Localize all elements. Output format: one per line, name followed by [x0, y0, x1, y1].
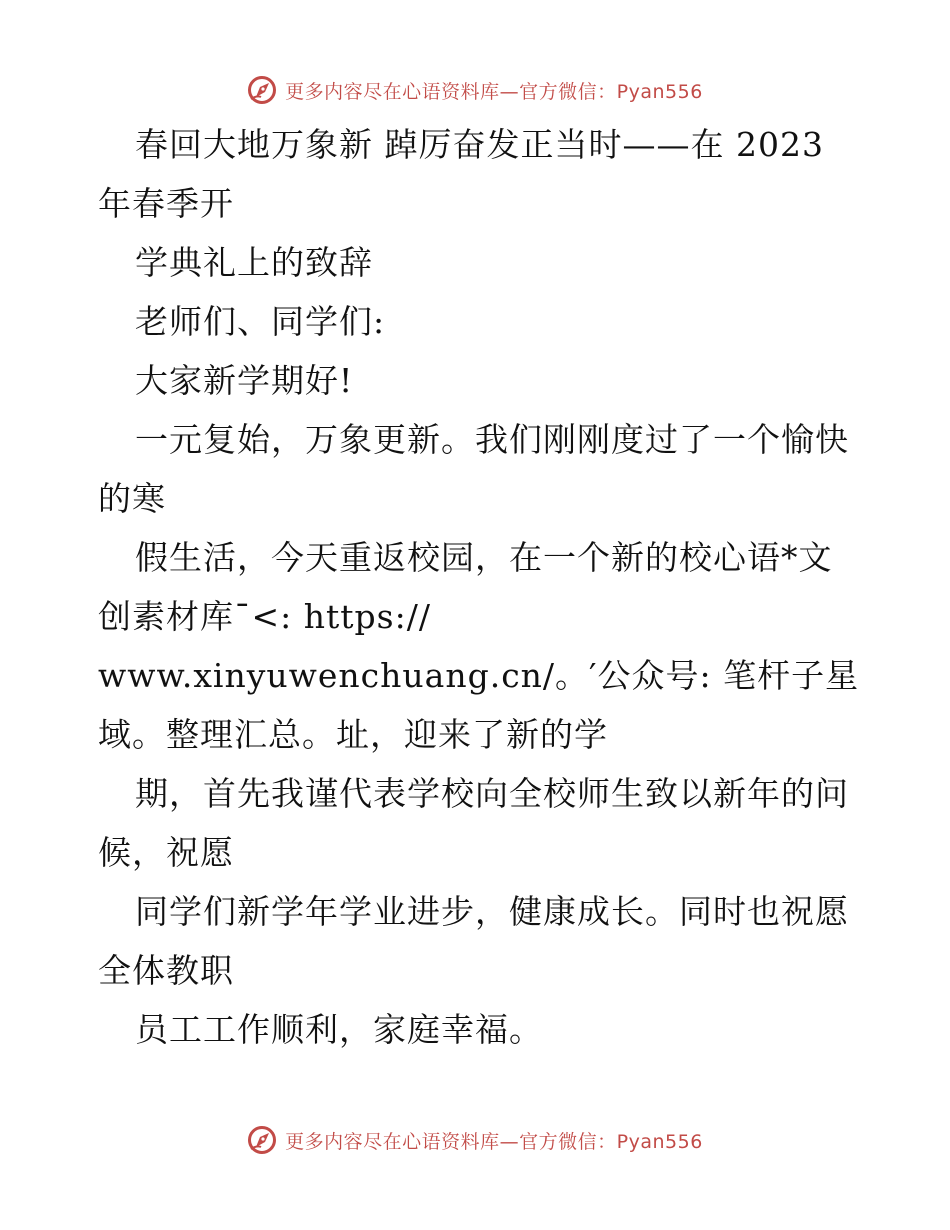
doc-line-paragraph: 的寒 [98, 479, 166, 518]
doc-line-paragraph: 全体教职 [98, 951, 234, 990]
doc-line-salutation: 老师们、同学们: [135, 302, 386, 341]
watermark-text: 更多内容尽在心语资料库—官方微信：Pyan556 [285, 1130, 703, 1153]
doc-line-paragraph: www.xinyuwenchuang.cn/。′公众号: 笔杆子星 [98, 656, 860, 695]
doc-line-paragraph: 假生活，今天重返校园，在一个新的校心语*文 [135, 538, 833, 577]
pen-nib-logo-icon [247, 1125, 277, 1155]
doc-line-title-cont: 年春季开 [98, 184, 234, 223]
doc-line-paragraph: 员工工作顺利，家庭幸福。 [135, 1010, 543, 1049]
watermark-text: 更多内容尽在心语资料库—官方微信：Pyan556 [285, 80, 703, 103]
doc-line-paragraph: 一元复始，万象更新。我们刚刚度过了一个愉快 [135, 420, 849, 459]
doc-line-paragraph: 期，首先我谨代表学校向全校师生致以新年的问 [135, 774, 849, 813]
watermark-footer [0, 1120, 950, 1160]
doc-line-paragraph: 域。整理汇总。址，迎来了新的学 [98, 715, 608, 754]
doc-line-paragraph: 同学们新学年学业进步，健康成长。同时也祝愿 [135, 892, 849, 931]
doc-line-paragraph: 候，祝愿 [98, 833, 234, 872]
doc-line-greeting: 大家新学期好! [135, 361, 354, 400]
doc-line-paragraph: 创素材库¯<: https:// [98, 597, 431, 636]
doc-line-title: 春回大地万象新 踔厉奋发正当时——在 2023 [135, 125, 824, 164]
doc-line-subtitle: 学典礼上的致辞 [135, 243, 373, 282]
